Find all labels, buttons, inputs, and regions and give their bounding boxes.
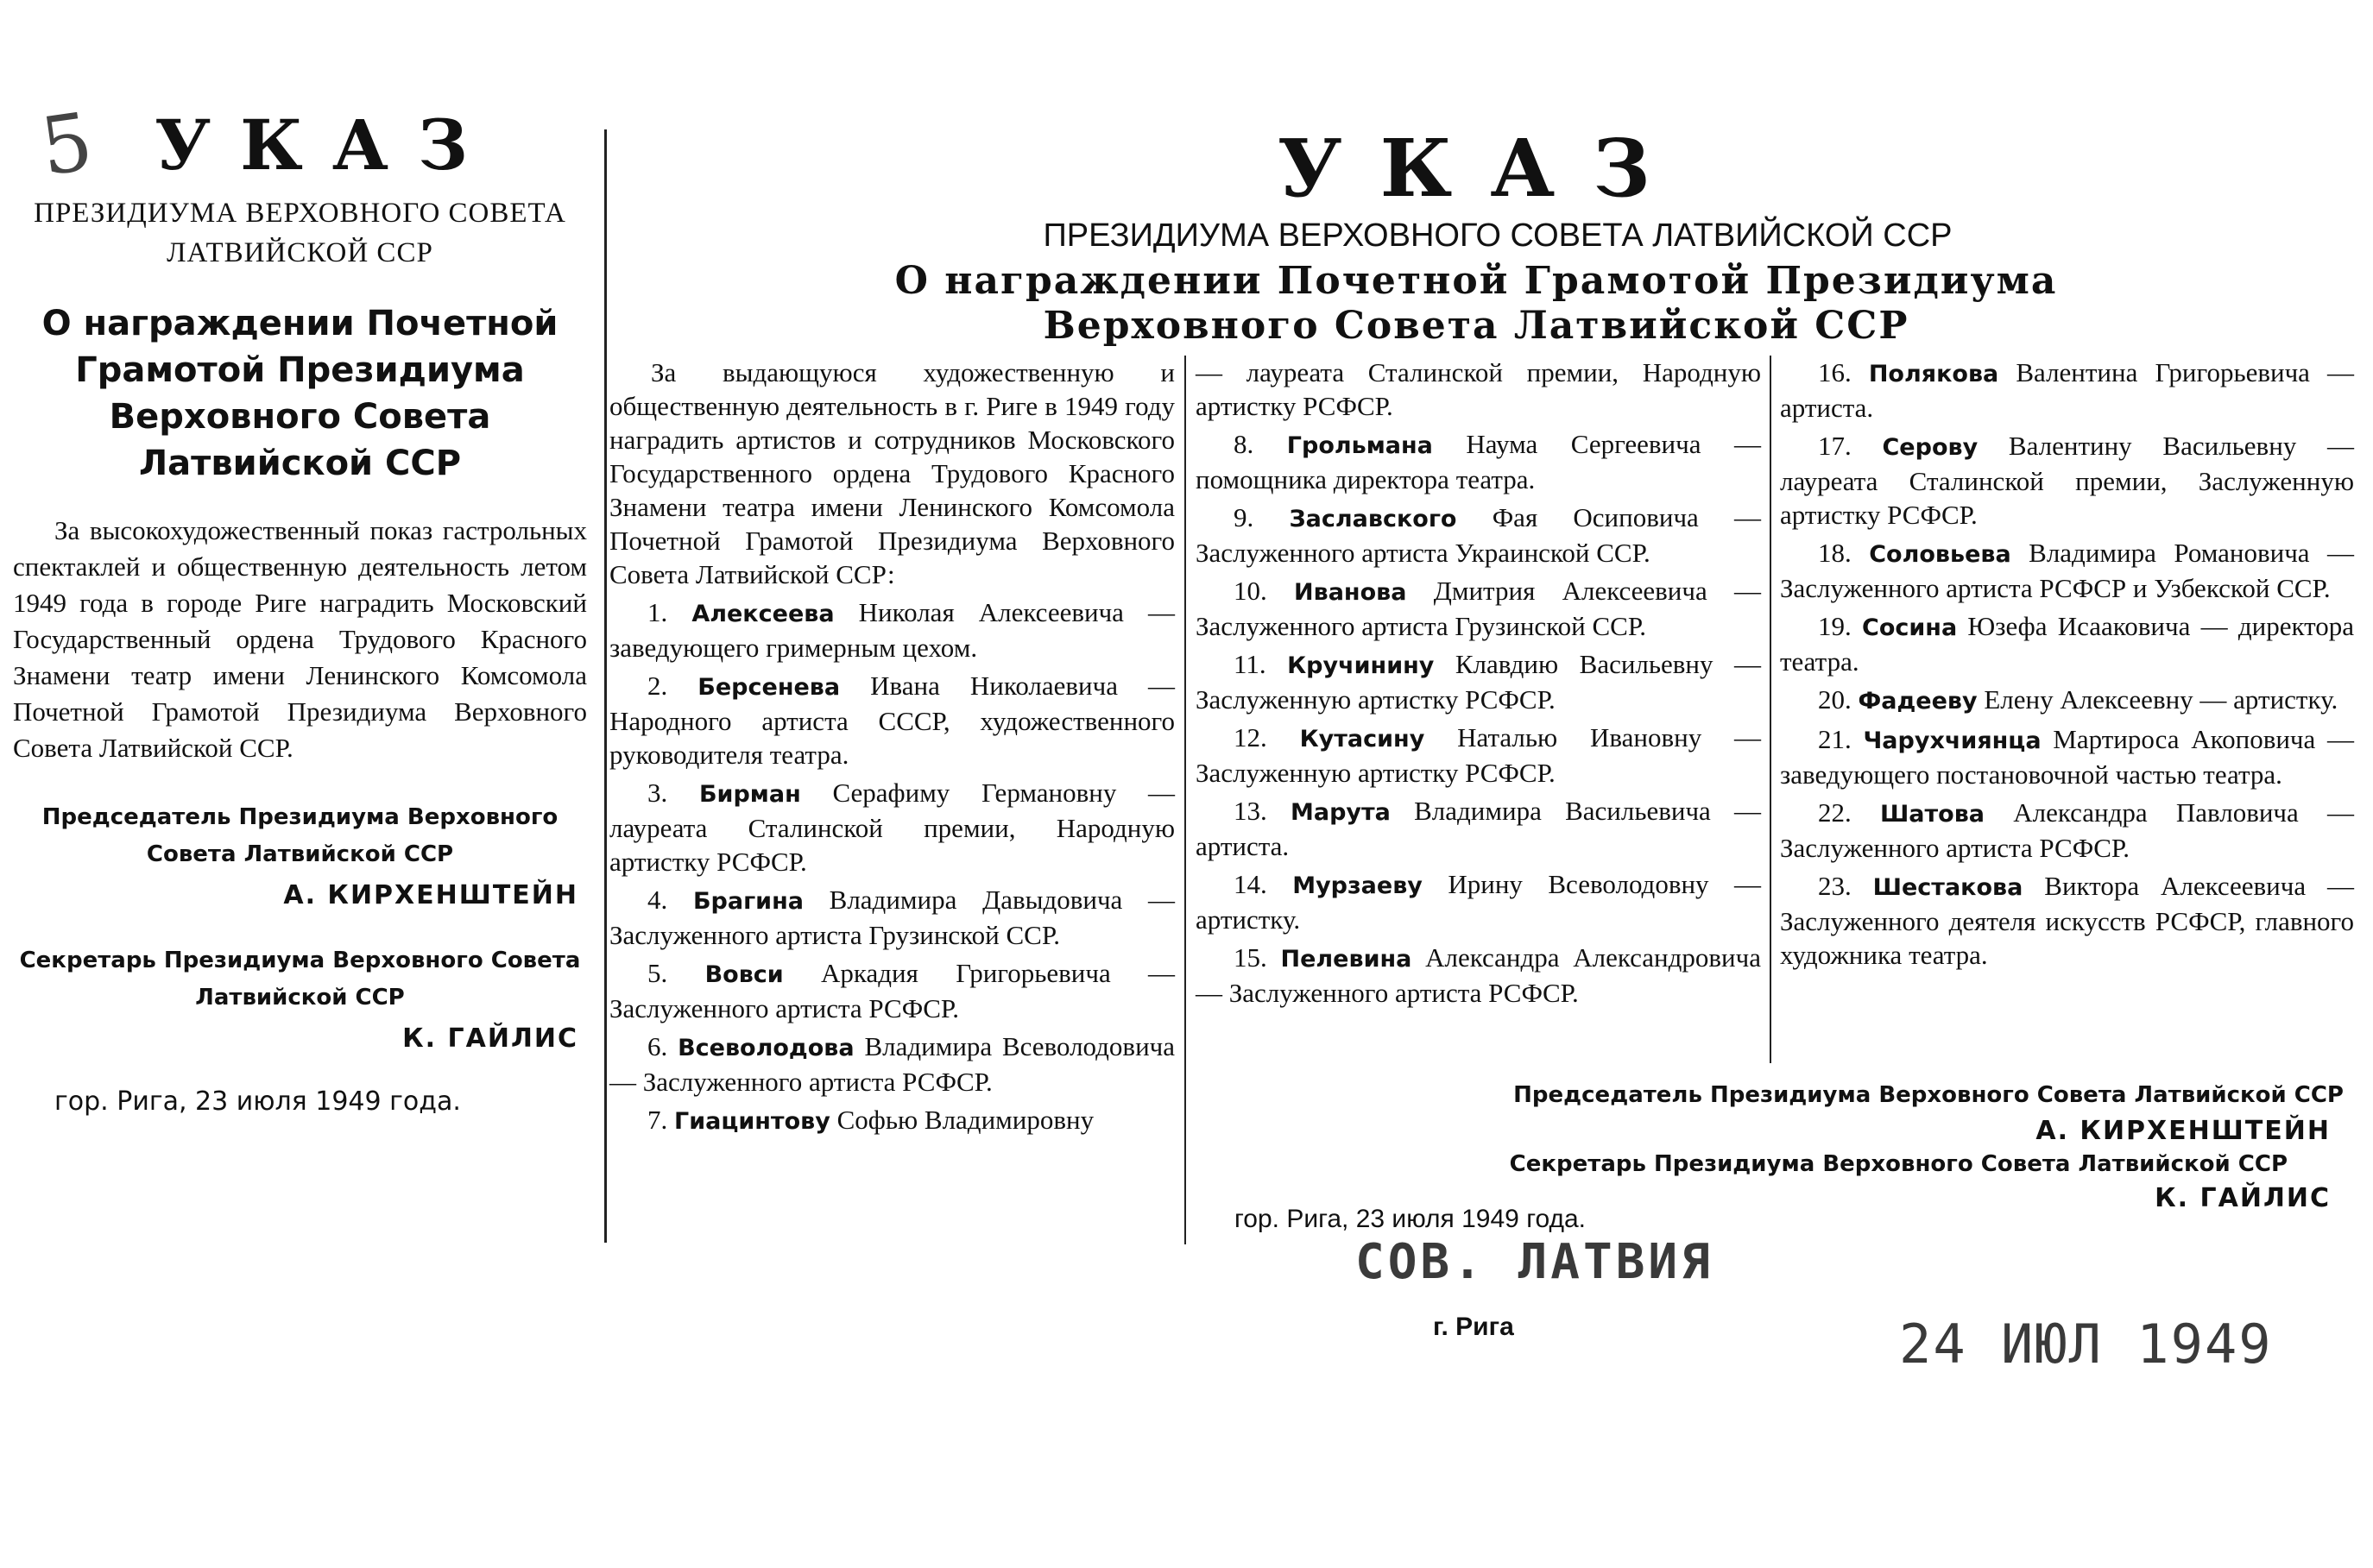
city-stamp: г. Рига: [1433, 1313, 1514, 1341]
awardee-item: 1. Алексеева Николая Алексеевича — заведующего гримерным цехом.: [609, 597, 1175, 663]
right-secretary-line: Секретарь Президиума Верховного Совета Латвийской ССР: [1509, 1151, 2288, 1177]
awardee-item: 22. Шатова Александра Павловича — Заслуженного артиста РСФСР.: [1780, 797, 2354, 863]
awardee-item: 21. Чарухчиянца Мартироса Акоповича — заведующего постановочной частью театра.: [1780, 724, 2355, 790]
left-secretary-name: К. ГАЙЛИС: [402, 1023, 578, 1054]
right-column-1: [609, 356, 1175, 1143]
right-heading: [863, 259, 2089, 349]
left-chairman-role: Председатель Президиума Верховного Совета Латвийской ССР: [41, 804, 559, 867]
awardee-item: 20. Фадееву Елену Алексеевну — артистку.: [1818, 684, 2338, 715]
article-divider: [604, 129, 607, 1243]
right-chairman-line: Председатель Президиума Верховного Совета Латвийской ССР: [1513, 1082, 2344, 1108]
right-heading-line2: Верховного Совета Латвийской ССР: [1043, 304, 1909, 348]
awardee-item: 2. Берсенева Ивана Николаевича — Народного артиста СССР, художественного руководителя театра.: [609, 671, 1176, 770]
awardee-item: 23. Шестакова Виктора Алексеевича — Заслуженного деятеля искусств РСФСР, главного художника театра.: [1780, 871, 2354, 970]
awardee-item: 4. Брагина Владимира Давыдовича — Заслуженного артиста Грузинской ССР.: [609, 885, 1175, 950]
awardee-item: 18. Соловьева Владимира Романовича — Заслуженного артиста РСФСР и Узбекской ССР.: [1780, 538, 2355, 603]
right-presidium-subtitle: ПРЕЗИДИУМА ВЕРХОВНОГО СОВЕТА ЛАТВИЙСКОЙ ССР: [1043, 217, 1953, 254]
awardee-item-continued: — лауреата Сталинской премии, Народную артистку РСФСР.: [1196, 357, 1761, 421]
column-divider-1: [1184, 356, 1186, 1244]
awardee-item: 5. Вовси Аркадия Григорьевича — Заслуженного артиста РСФСР.: [609, 958, 1176, 1023]
date-stamp: 24 ИЮЛ 1949: [1899, 1313, 2273, 1376]
left-article: [13, 102, 587, 1122]
right-heading-line1: О награждении Почетной Грамотой Президиума: [894, 259, 2058, 303]
column-divider-2: [1770, 356, 1771, 1063]
awardee-item: 14. Мурзаеву Ирину Всеволодовну — артистку.: [1196, 869, 1761, 935]
awardee-item: 16. Полякова Валентина Григорьевича — артиста.: [1780, 357, 2354, 423]
left-heading: О награждении Почетной Грамотой Президиума Верховного Совета Латвийской ССР: [41, 304, 559, 483]
awardee-item: 15. Пелевина Александра Александровича — Заслуженного артиста РСФСР.: [1196, 942, 1761, 1008]
right-column-2: [1196, 356, 1761, 1014]
awardee-item: 3. Бирман Серафиму Германовну — лауреата Сталинской премии, Народную артистку РСФСР.: [609, 778, 1176, 877]
right-secretary-name: К. ГАЙЛИС: [2155, 1183, 2331, 1213]
awardee-item: 11. Кручинину Клавдию Васильевну — Заслуженную артистку РСФСР.: [1196, 649, 1761, 715]
awardee-item: 19. Сосина Юзефа Исааковича — директора театра.: [1780, 611, 2355, 677]
right-chairman-name: А. КИРХЕНШТЕЙН: [2035, 1116, 2331, 1146]
right-date: гор. Рига, 23 июля 1949 года.: [1234, 1205, 1587, 1233]
right-column-3: [1780, 356, 2354, 976]
left-ukaz-title: УКАЗ: [155, 104, 497, 186]
source-stamp: СОВ. ЛАТВИЯ: [1355, 1234, 1713, 1290]
right-intro-text: За выдающуюся художественную и общественную деятельность в г. Риге в 1949 году наградить артистов и сотрудников Московского Государственного ордена Трудового Красного Знамени театра имени Ленинского Комсомола Почетной Грамотой Президиума Верховного Совета Латвийской ССР:: [609, 357, 1175, 589]
awardee-item: 13. Марута Владимира Васильевича — артиста.: [1196, 796, 1762, 861]
awardee-item: 6. Всеволодова Владимира Всеволодовича — Заслуженного артиста РСФСР.: [609, 1031, 1176, 1097]
handwritten-page-mark: 5: [35, 95, 98, 194]
awardee-item: 8. Грольмана Наума Сергеевича — помощника директора театра.: [1196, 429, 1762, 494]
left-body-text: За высокохудожественный показ гастрольных спектаклей и общественную деятельность летом 1949 года в городе Риге наградить Московский Государственный ордена Трудового Красного Знамени театр имени Ленинского Комсомола Почетной Грамотой Президиума Верховного Совета Латвийской ССР.: [13, 515, 587, 763]
awardee-item: 12. Кутасину Наталью Ивановну — Заслуженную артистку РСФСР.: [1196, 722, 1762, 788]
left-chairman-name: А. КИРХЕНШТЕЙН: [283, 880, 578, 910]
awardee-item: 9. Заславского Фая Осиповича — Заслуженного артиста Украинской ССР.: [1196, 502, 1761, 568]
right-ukaz-title: УКАЗ: [1278, 122, 1688, 215]
left-secretary-role: Секретарь Президиума Верховного Совета Латвийской ССР: [19, 948, 581, 1011]
left-date: гор. Рига, 23 июля 1949 года.: [54, 1086, 461, 1117]
awardee-item: 17. Серову Валентину Васильевну — лауреата Сталинской премии, Заслуженную артистку РСФСР.: [1780, 431, 2355, 530]
left-presidium-subtitle: ПРЕЗИДИУМА ВЕРХОВНОГО СОВЕТА ЛАТВИЙСКОЙ ССР: [34, 198, 566, 268]
awardee-item: 7. Гиацинтову Софью Владимировну: [647, 1105, 1095, 1135]
awardee-item: 10. Иванова Дмитрия Алексеевича — Заслуженного артиста Грузинской ССР.: [1196, 576, 1761, 641]
